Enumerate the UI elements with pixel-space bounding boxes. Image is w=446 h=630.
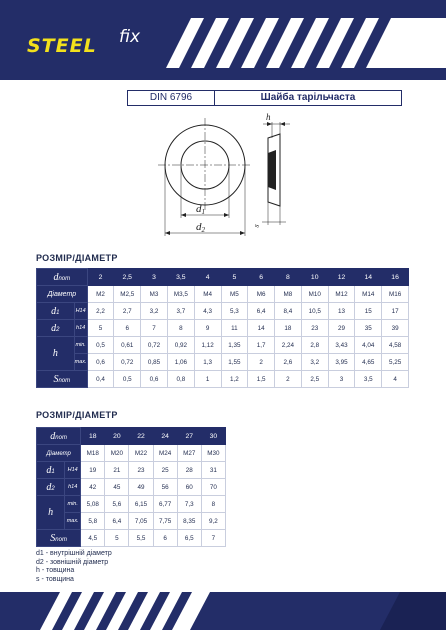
table-cell: M6 — [248, 286, 275, 303]
table-cell: Snom — [37, 371, 88, 388]
table-cell: 10 — [301, 269, 328, 286]
table-cell: 56 — [153, 479, 177, 496]
legend-item: s - товщина — [36, 575, 74, 583]
table-cell: 2,7 — [114, 303, 141, 320]
logo-steel: STEEL — [27, 35, 97, 57]
legend-item: d1 - внутрішній діаметр — [36, 550, 112, 557]
table-cell: 28 — [177, 462, 201, 479]
table-cell: min. — [74, 337, 87, 354]
table-cell: 12 — [328, 269, 355, 286]
table-cell: M5 — [221, 286, 248, 303]
table-cell: d2 — [37, 320, 75, 337]
table-cell: 70 — [201, 479, 225, 496]
table-cell: 1,35 — [221, 337, 248, 354]
table-cell: 14 — [355, 269, 382, 286]
table-cell: 5,5 — [129, 530, 153, 547]
table-cell: 31 — [201, 462, 225, 479]
table-cell: 6 — [153, 530, 177, 547]
table-row-d2 — [37, 479, 226, 496]
table-cell: 4,3 — [194, 303, 221, 320]
table-cell: 2,5 — [114, 269, 141, 286]
table-cell: 39 — [382, 320, 409, 337]
table-cell: M20 — [105, 445, 129, 462]
table-cell: d1 — [37, 303, 75, 320]
table-cell: M10 — [301, 286, 328, 303]
table-cell: 0,6 — [87, 354, 114, 371]
table-cell: 5,8 — [81, 513, 105, 530]
table-cell: M16 — [382, 286, 409, 303]
table-cell: 4,58 — [382, 337, 409, 354]
table-cell: max. — [65, 513, 81, 530]
table-cell: 24 — [153, 428, 177, 445]
legend-item: d2 - зовнішній діаметр — [36, 558, 109, 566]
table-cell: 2 — [275, 371, 302, 388]
table-cell: Snom — [37, 530, 81, 547]
table-cell: 4 — [382, 371, 409, 388]
table-cell: 3,7 — [167, 303, 194, 320]
table-cell: min. — [65, 496, 81, 513]
table-cell: dnom — [37, 428, 81, 445]
table-cell: 5,08 — [81, 496, 105, 513]
table-cell: 7,75 — [153, 513, 177, 530]
dimensions-table-2 — [36, 427, 226, 547]
table-row-hmax — [37, 513, 226, 530]
table-cell: 8,4 — [275, 303, 302, 320]
dim-d2-label: d2 — [196, 221, 205, 234]
table-cell: 3,95 — [328, 354, 355, 371]
table-cell: 29 — [328, 320, 355, 337]
table-cell: 7,05 — [129, 513, 153, 530]
table-cell: 11 — [221, 320, 248, 337]
table-cell: 22 — [129, 428, 153, 445]
table-cell: 0,92 — [167, 337, 194, 354]
table-cell: 6 — [248, 269, 275, 286]
table-cell: 6 — [114, 320, 141, 337]
title-bar — [127, 90, 402, 106]
header-stripes — [146, 18, 446, 68]
table-cell: 42 — [81, 479, 105, 496]
table-row-snom — [37, 371, 409, 388]
header-banner — [0, 0, 446, 80]
table-cell: M14 — [355, 286, 382, 303]
product-name: Шайба тарільчаста — [260, 92, 356, 103]
table-cell: M3,5 — [167, 286, 194, 303]
table-cell: 60 — [177, 479, 201, 496]
table-cell: 7,3 — [177, 496, 201, 513]
table-cell: 23 — [301, 320, 328, 337]
table-cell: M8 — [275, 286, 302, 303]
table-row-d1 — [37, 462, 226, 479]
table-cell: 0,5 — [87, 337, 114, 354]
table-cell: 4 — [194, 269, 221, 286]
table-cell: 20 — [105, 428, 129, 445]
table-row-diameter — [37, 286, 409, 303]
table-row-d2 — [37, 320, 409, 337]
logo-fix: fix — [119, 27, 141, 47]
table-cell: 1 — [194, 371, 221, 388]
table-cell: 2,5 — [301, 371, 328, 388]
table-cell: 7 — [141, 320, 168, 337]
table-cell: 3 — [328, 371, 355, 388]
table-cell: M3 — [141, 286, 168, 303]
standard-code: DIN 6796 — [128, 91, 215, 105]
table-cell: 5,25 — [382, 354, 409, 371]
table-cell: H14 — [74, 303, 87, 320]
table-cell: 4,65 — [355, 354, 382, 371]
table-row-hmin — [37, 337, 409, 354]
table-cell: 23 — [129, 462, 153, 479]
table-cell: 5 — [221, 269, 248, 286]
table-cell: 30 — [201, 428, 225, 445]
table-cell: 10,5 — [301, 303, 328, 320]
table-cell: M24 — [153, 445, 177, 462]
table-cell: 21 — [105, 462, 129, 479]
table-cell: 1,3 — [194, 354, 221, 371]
table-cell: 25 — [153, 462, 177, 479]
table-cell: 1,55 — [221, 354, 248, 371]
table-cell: 8 — [201, 496, 225, 513]
table-cell: 14 — [248, 320, 275, 337]
footer-banner — [0, 592, 446, 630]
table-cell: 6,15 — [129, 496, 153, 513]
table-cell: h — [37, 496, 65, 530]
table-row-hmax — [37, 354, 409, 371]
table-cell: 6,77 — [153, 496, 177, 513]
table-cell: M2,5 — [114, 286, 141, 303]
section-title-1: РОЗМІР/ДІАМЕТР — [36, 253, 118, 263]
table-cell: 35 — [355, 320, 382, 337]
table-cell: 16 — [382, 269, 409, 286]
table-cell: 3,2 — [141, 303, 168, 320]
table-cell: 4,5 — [81, 530, 105, 547]
table-cell: 4,04 — [355, 337, 382, 354]
footer-stripes — [0, 592, 446, 630]
table-cell: 0,72 — [141, 337, 168, 354]
table-cell: 2 — [248, 354, 275, 371]
table-cell: 49 — [129, 479, 153, 496]
table-cell: 0,6 — [141, 371, 168, 388]
table-cell: 0,85 — [141, 354, 168, 371]
table-cell: 2,2 — [87, 303, 114, 320]
legend-item: h - товщина — [36, 567, 75, 574]
table-cell: 3,5 — [355, 371, 382, 388]
table-cell: 3,43 — [328, 337, 355, 354]
table-cell: 5,3 — [221, 303, 248, 320]
table-cell: M12 — [328, 286, 355, 303]
table-cell: 8 — [167, 320, 194, 337]
table-cell: 2,8 — [301, 337, 328, 354]
table-cell: 2,6 — [275, 354, 302, 371]
table-cell: h14 — [65, 479, 81, 496]
table-row-snom — [37, 530, 226, 547]
table-cell: M18 — [81, 445, 105, 462]
table-cell: H14 — [65, 462, 81, 479]
table-cell: 18 — [275, 320, 302, 337]
table-cell: 27 — [177, 428, 201, 445]
table-cell: 5 — [105, 530, 129, 547]
table-cell: Діаметр — [37, 286, 88, 303]
table-cell: M2 — [87, 286, 114, 303]
table-row-hmin — [37, 496, 226, 513]
table-cell: 8 — [275, 269, 302, 286]
table-cell: 1,12 — [194, 337, 221, 354]
table-cell: 17 — [382, 303, 409, 320]
table-row-diameter — [37, 445, 226, 462]
table-cell: Діаметр — [37, 445, 81, 462]
table-cell: 0,8 — [167, 371, 194, 388]
steelfix-logo — [27, 27, 152, 57]
dim-d1-label: d1 — [196, 203, 205, 216]
table-cell: M4 — [194, 286, 221, 303]
table-cell: 6,4 — [105, 513, 129, 530]
table-row-d1 — [37, 303, 409, 320]
table-cell: 15 — [355, 303, 382, 320]
table-cell: 1,06 — [167, 354, 194, 371]
table-cell: 2 — [87, 269, 114, 286]
table-cell: 1,5 — [248, 371, 275, 388]
table-cell: 6,5 — [177, 530, 201, 547]
table-cell: 2,24 — [275, 337, 302, 354]
table-cell: 13 — [328, 303, 355, 320]
table-cell: d2 — [37, 479, 65, 496]
table-cell: 18 — [81, 428, 105, 445]
table-cell: M27 — [177, 445, 201, 462]
dimensions-table-1 — [36, 268, 409, 388]
table-cell: 0,72 — [114, 354, 141, 371]
table-cell: 1,7 — [248, 337, 275, 354]
legend — [36, 550, 112, 584]
table-cell: M30 — [201, 445, 225, 462]
table-cell: 45 — [105, 479, 129, 496]
section-title-2: РОЗМІР/ДІАМЕТР — [36, 410, 118, 420]
table-cell: 0,5 — [114, 371, 141, 388]
table-cell: 0,61 — [114, 337, 141, 354]
table-cell: 3,5 — [167, 269, 194, 286]
table-row-dnom — [37, 269, 409, 286]
table-cell: 19 — [81, 462, 105, 479]
table-cell: 8,35 — [177, 513, 201, 530]
table-cell: M22 — [129, 445, 153, 462]
table-cell: d1 — [37, 462, 65, 479]
table-cell: 5 — [87, 320, 114, 337]
table-cell: 6,4 — [248, 303, 275, 320]
table-cell: 5,6 — [105, 496, 129, 513]
table-cell: 7 — [201, 530, 225, 547]
washer-drawing — [150, 110, 320, 245]
table-cell: h14 — [74, 320, 87, 337]
table-cell: 9,2 — [201, 513, 225, 530]
table-cell: max. — [74, 354, 87, 371]
table-cell: 9 — [194, 320, 221, 337]
table-cell: 0,4 — [87, 371, 114, 388]
dim-h-label: h — [266, 112, 271, 122]
table-cell: h — [37, 337, 75, 371]
table-row-dnom — [37, 428, 226, 445]
table-cell: dnom — [37, 269, 88, 286]
table-cell: 3 — [141, 269, 168, 286]
table-cell: 1,2 — [221, 371, 248, 388]
table-cell: 3,2 — [301, 354, 328, 371]
dim-s-label: s — [251, 222, 261, 229]
